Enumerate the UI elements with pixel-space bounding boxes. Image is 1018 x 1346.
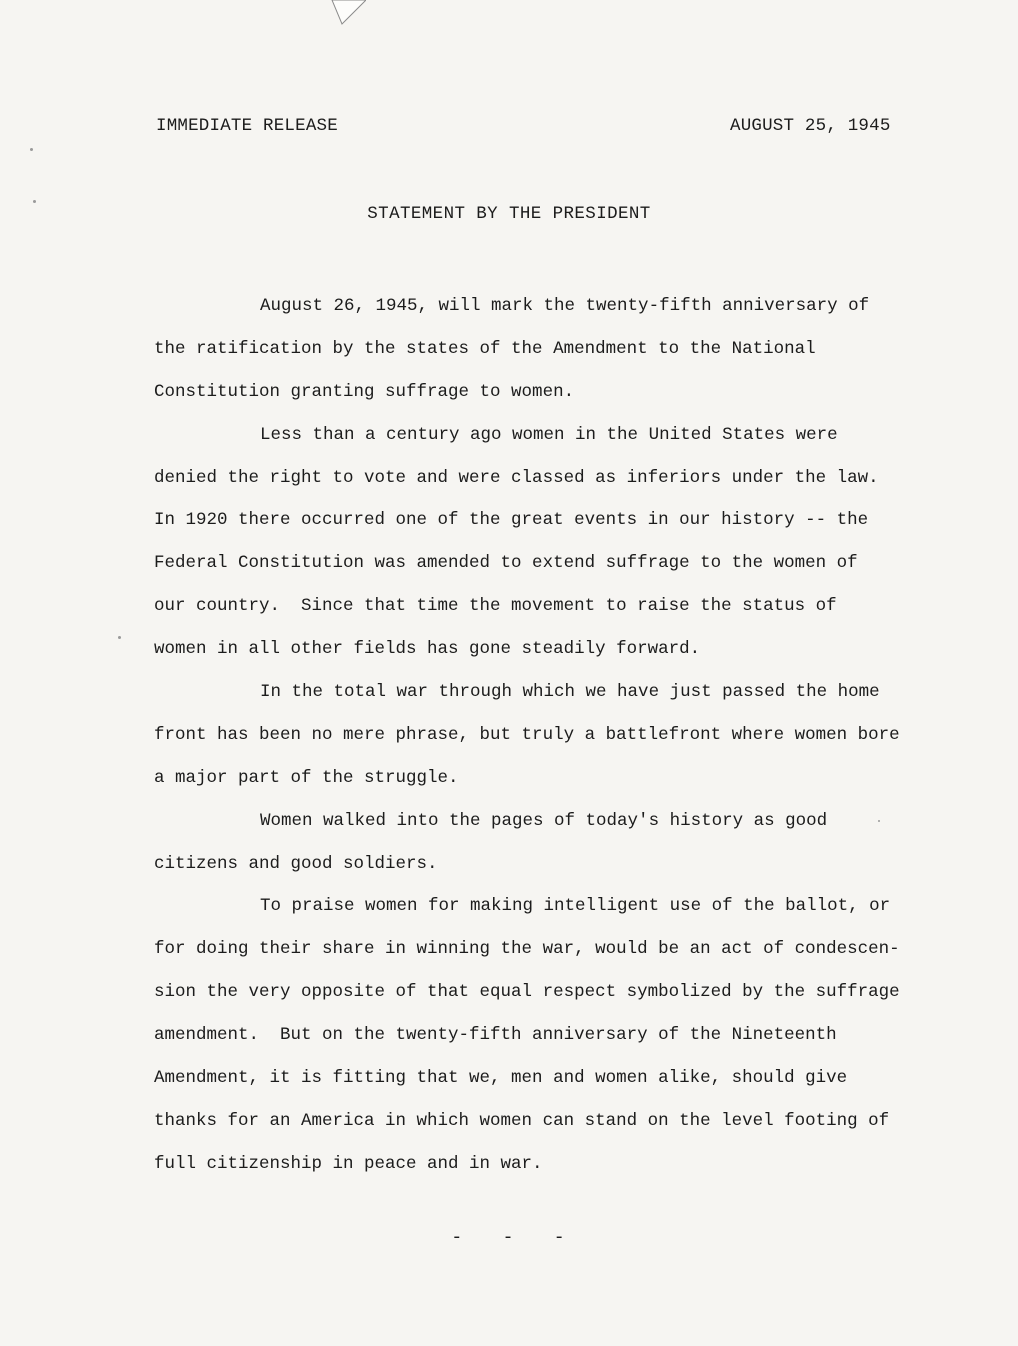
paragraph-line: full citizenship in peace and in war. — [154, 1153, 543, 1174]
paragraph-line: amendment. But on the twenty-fifth anniversary of the Nineteenth — [154, 1025, 837, 1046]
paragraph-line: Less than a century ago women in the United States were — [260, 424, 838, 445]
paragraph-line: sion the very opposite of that equal respect symbolized by the suffrage — [154, 982, 900, 1003]
paragraph-line: the ratification by the states of the Amendment to the National — [154, 338, 816, 359]
paragraph-line: Federal Constitution was amended to extend suffrage to the women of — [154, 553, 858, 574]
document-title: STATEMENT BY THE PRESIDENT — [367, 204, 651, 224]
paragraph-line: thanks for an America in which women can stand on the level footing of — [154, 1110, 890, 1131]
paragraph-line: front has been no mere phrase, but truly a battlefront where women bore — [154, 724, 900, 745]
statement-body — [154, 285, 924, 1186]
paragraph-line: denied the right to vote and were classed as inferiors under the law. — [154, 467, 879, 488]
paragraph-line: To praise women for making intelligent use of the ballot, or — [260, 896, 891, 917]
release-date: AUGUST 25, 1945 — [730, 116, 891, 136]
paragraph-line: women in all other fields has gone steadily forward. — [154, 639, 701, 660]
paragraph-line: a major part of the struggle. — [154, 767, 459, 788]
paragraph-line: citizens and good soldiers. — [154, 853, 438, 874]
paragraph-line: our country. Since that time the movement to raise the status of — [154, 596, 837, 617]
paragraph-line: Women walked into the pages of today's history as good — [260, 810, 828, 831]
paragraph-line: Amendment, it is fitting that we, men and women alike, should give — [154, 1068, 848, 1089]
paragraph-line: for doing their share in winning the war, would be an act of condescen- — [154, 939, 900, 960]
paper-speck — [33, 200, 36, 203]
paper-tear-mark — [322, 0, 366, 26]
paper-speck — [30, 148, 33, 151]
paragraph-line: August 26, 1945, will mark the twenty-fifth anniversary of — [260, 296, 870, 316]
release-label: IMMEDIATE RELEASE — [156, 116, 338, 136]
paragraph-line: Constitution granting suffrage to women. — [154, 381, 575, 402]
paragraph-line: In 1920 there occurred one of the great events in our history -- the — [154, 510, 869, 531]
end-marks: - - - — [451, 1228, 567, 1248]
paragraph-line: In the total war through which we have just passed the home — [260, 682, 880, 703]
paper-speck — [118, 636, 121, 639]
